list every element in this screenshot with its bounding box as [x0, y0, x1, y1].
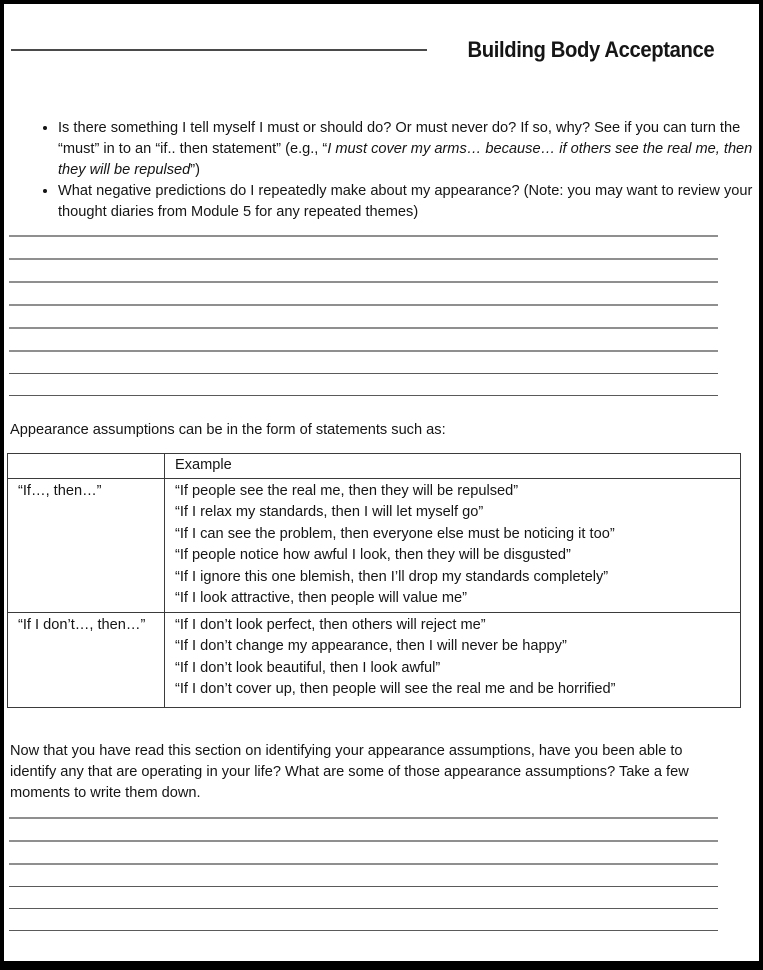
writing-line	[9, 260, 718, 283]
appearance-assumptions-table	[7, 453, 741, 708]
example-line: “If people see the real me, then they will be repulsed”	[175, 482, 519, 499]
writing-lines-bottom	[9, 796, 718, 931]
bullet-text-italic: I must cover my arms… because… if others see the real me, then they will be repulsed	[58, 141, 753, 178]
writing-line	[9, 329, 718, 352]
writing-lines-top	[9, 214, 718, 396]
example-line: “If people notice how awful I look, then they will be disgusted”	[175, 547, 571, 563]
writing-line	[9, 796, 718, 819]
table-row	[8, 478, 741, 612]
bullet-item	[58, 118, 758, 181]
example-line: “If I don’t cover up, then people will see the real me and be horrified”	[175, 681, 616, 697]
example-line: “If I don’t change my appearance, then I will never be happy”	[175, 638, 567, 654]
writing-line	[9, 887, 718, 909]
table-header-cell-blank	[8, 454, 165, 479]
closing-paragraph: Now that you have read this section on identifying your appearance assumptions, have you been able to identify any that are operating in your life? What are some of those appearance assumptions? Take a few moments to write them down.	[10, 743, 689, 801]
writing-line	[9, 237, 718, 260]
question-bullet-list	[30, 118, 758, 223]
section-intro-text: Appearance assumptions can be in the form of statements such as:	[10, 422, 446, 438]
writing-line	[9, 819, 718, 842]
example-line: “If I ignore this one blemish, then I’ll drop my standards completely”	[175, 568, 609, 585]
table-header-row	[8, 454, 741, 479]
example-line: “If I don’t look beautiful, then I look awful”	[175, 659, 441, 676]
assumption-form-label: “If…, then…”	[8, 478, 165, 612]
example-line: “If I look attractive, then people will value me”	[175, 590, 468, 606]
example-line: “If I don’t look perfect, then others will reject me”	[175, 616, 486, 633]
writing-line	[9, 306, 718, 329]
example-line: “If I can see the problem, then everyone else must be noticing it too”	[175, 525, 615, 542]
writing-line	[9, 865, 718, 887]
bullet-text: What negative predictions do I repeatedly make about my appearance? (Note: you may want to review your thought diaries from Module 5 for any repeated themes)	[58, 183, 753, 220]
header-rule-line	[11, 49, 427, 51]
writing-line	[9, 352, 718, 374]
writing-line	[9, 214, 718, 237]
writing-line	[9, 283, 718, 306]
assumption-examples-cell	[165, 478, 741, 612]
writing-line	[9, 909, 718, 931]
table-header-cell-example: Example	[165, 454, 741, 479]
assumption-examples-cell	[165, 612, 741, 707]
writing-line	[9, 842, 718, 865]
bullet-text: ”)	[190, 162, 200, 178]
assumption-form-label: “If I don’t…, then…”	[8, 612, 165, 707]
table-row	[8, 612, 741, 707]
writing-line	[9, 374, 718, 396]
example-line: “If I relax my standards, then I will let myself go”	[175, 504, 484, 520]
bullet-text: Is there something I tell myself I must or should do? Or must never do? If so, why? See if you can turn the “must” in to an “if.. then statement” (e.g., “	[58, 120, 741, 157]
page-title: Building Body Acceptance	[467, 37, 714, 62]
